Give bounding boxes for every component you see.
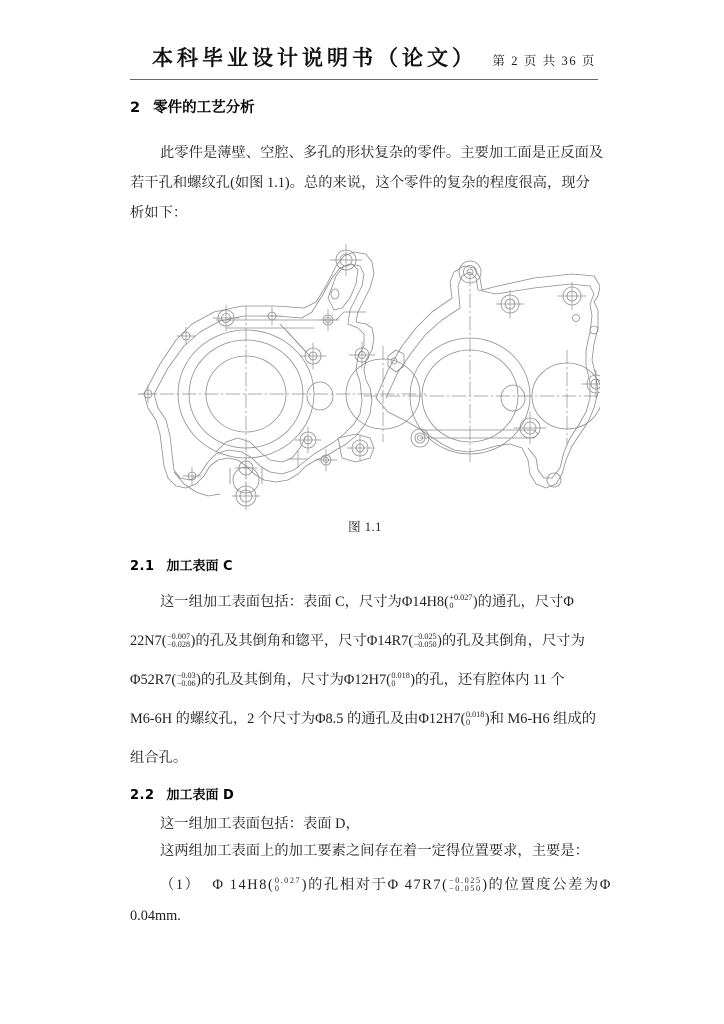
tolerance-upper: +0.027 — [449, 592, 473, 602]
left-boss-small-hole — [331, 289, 339, 299]
s21-text-2c: )的孔及其倒角，尺寸为 — [437, 633, 585, 649]
tolerance-lower: 0 — [449, 601, 454, 611]
s22-line-1 — [130, 813, 606, 833]
tolerance-upper: 0.018 — [465, 709, 485, 719]
left-view-part — [138, 244, 426, 510]
s21-text-5: 组合孔。 — [130, 750, 188, 766]
s21-text-3c: )的孔，还有腔体内 11 个 — [410, 672, 565, 688]
s21-text-3a: Φ52R7( — [130, 672, 177, 688]
s22-text-1: 这一组加工表面包括：表面 D， — [160, 816, 360, 832]
right-middle-bore — [501, 385, 525, 411]
intro-text-1: 此零件是薄壁、空腔、多孔的形状复杂的零件。主要加工面是正反面及 — [160, 145, 604, 161]
tolerance-upper: −0.025 — [413, 631, 437, 641]
right-inner-contour — [386, 272, 594, 478]
page-header — [130, 42, 598, 80]
header-divider — [130, 79, 598, 80]
tolerance-upper: 0.027 — [274, 875, 302, 885]
header-page-info: 第 2 页 共 36 页 — [492, 54, 596, 68]
left-inner-contour — [154, 264, 364, 480]
tolerance-upper: −0.007 — [167, 631, 191, 641]
tolerance-upper: 0.018 — [391, 670, 410, 680]
s21-text-4a: M6-6H 的螺纹孔，2 个尺寸为Φ8.5 的通孔及由Φ12H7( — [130, 711, 466, 727]
section-2-2-title: 加工表面 D — [166, 788, 234, 803]
tolerance-upper: −0.03 — [176, 670, 196, 680]
left-middle-bore — [307, 382, 333, 410]
tolerance-lower: 0 — [274, 884, 281, 894]
s22-line-2 — [130, 840, 606, 860]
tolerance-lower: −0.028 — [167, 640, 191, 650]
right-top-small-hole — [573, 315, 580, 322]
tolerance-notation — [414, 633, 437, 650]
s22-text-3b: )的孔相对于Φ 47R7( — [301, 877, 449, 893]
list-item-number: （1） — [160, 877, 201, 893]
right-top-small-hole-2 — [590, 326, 598, 334]
tolerance-upper: −0.025 — [449, 875, 482, 885]
intro-text-3: 析如下： — [130, 205, 188, 221]
s21-text-3b: )的孔及其倒角，尺寸为Φ12H7( — [196, 672, 391, 688]
s21-line-3 — [130, 669, 606, 689]
section-2-2-heading — [130, 784, 234, 803]
s22-text-3c: )的位置度公差为Φ — [482, 877, 612, 893]
tolerance-lower: −0.050 — [449, 884, 482, 894]
s21-line-2 — [130, 630, 606, 650]
header-title: 本科毕业设计说明书（论文） — [152, 46, 477, 70]
left-upper-rib — [216, 312, 366, 320]
s21-text-1a: 这一组加工表面包括：表面 C，尺寸为Φ14H8( — [160, 594, 449, 610]
tolerance-lower: 0 — [391, 679, 396, 689]
tolerance-lower: −0.06 — [176, 679, 196, 689]
right-lower-rib — [420, 430, 534, 438]
section-2-title: 零件的工艺分析 — [153, 100, 255, 116]
section-2-heading — [130, 96, 255, 117]
tolerance-notation — [449, 594, 472, 611]
s22-text-4: 0.04mm. — [130, 908, 181, 924]
right-view-part — [364, 261, 600, 488]
s21-text-2b: )的孔及其倒角和锪平，尺寸Φ14R7( — [190, 633, 414, 649]
section-2-1-number: 2.1 — [130, 559, 155, 574]
intro-line-3 — [130, 202, 606, 222]
tolerance-notation — [391, 672, 409, 689]
tolerance-notation — [177, 672, 196, 689]
intro-line-1 — [130, 142, 606, 162]
tolerance-lower: −0.050 — [413, 640, 437, 650]
s22-text-3a: Φ 14H8( — [212, 877, 275, 893]
figure-caption: 图 1.1 — [348, 520, 382, 534]
tolerance-lower: 0 — [465, 718, 471, 728]
s21-text-2a: 22N7( — [130, 633, 167, 649]
s21-line-4 — [130, 708, 606, 728]
s22-line-3 — [130, 874, 612, 894]
s21-text-4b: )和 M6-H6 组成的 — [484, 711, 597, 727]
tolerance-notation — [466, 711, 484, 728]
tolerance-notation — [167, 633, 190, 650]
s21-line-1 — [130, 591, 606, 611]
section-2-number: 2 — [130, 100, 141, 116]
figure-1-1 — [130, 228, 600, 528]
section-2-1-heading — [130, 555, 233, 574]
s21-text-1b: )的通孔，尺寸Φ — [472, 594, 574, 610]
tolerance-notation — [449, 877, 482, 894]
s21-line-5 — [130, 747, 606, 767]
section-2-2-number: 2.2 — [130, 788, 155, 803]
intro-line-2 — [130, 172, 606, 192]
section-2-1-title: 加工表面 C — [166, 559, 233, 574]
part-drawing-svg — [130, 228, 600, 528]
right-outer-contour — [376, 266, 600, 488]
tolerance-notation — [275, 877, 301, 894]
right-bolt-holes — [411, 261, 600, 447]
intro-text-2: 若干孔和螺纹孔(如图 1.1)。总的来说，这个零件的复杂的程度很高，现分 — [130, 175, 590, 191]
s22-text-2: 这两组加工表面上的加工要素之间存在着一定得位置要求，主要是： — [160, 843, 589, 859]
left-outer-contour — [144, 252, 374, 488]
s22-line-4 — [130, 908, 606, 925]
